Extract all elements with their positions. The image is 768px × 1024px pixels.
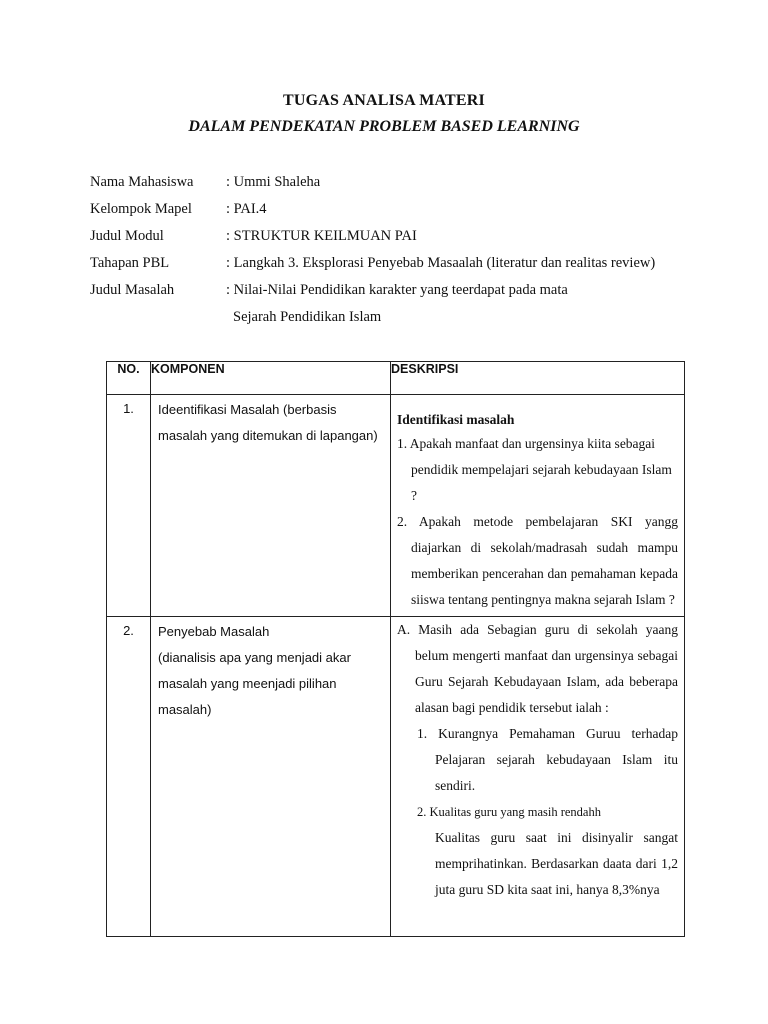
document-subtitle: DALAM PENDEKATAN PROBLEM BASED LEARNING (188, 118, 580, 135)
document-title: TUGAS ANALISA MATERI (283, 92, 485, 109)
table-row (107, 395, 685, 617)
header-no: NO. (107, 362, 151, 395)
info-row-tahapan (90, 253, 693, 280)
deskripsi-heading: Identifikasi masalah (397, 412, 515, 427)
info-value-continued: Sejarah Pendidikan Islam (233, 309, 382, 325)
row-komponen (151, 617, 391, 937)
info-label: Judul Masalah (90, 282, 175, 298)
info-value: : STRUKTUR KEILMUAN PAI (226, 228, 417, 244)
deskripsi-subpoint: 2. Kualitas guru yang masih rendahh (417, 805, 601, 819)
header-komponen: KOMPONEN (151, 362, 391, 395)
info-row-modul (90, 226, 693, 253)
row-number: 1. (107, 395, 151, 617)
header-deskripsi: DESKRIPSI (391, 362, 685, 395)
deskripsi-subpoint-text: Kualitas guru saat ini disinyalir sangat memprihatinkan. Berdasarkan daata dari 1,2 juta guru SD kita saat ini, hanya 8,3%nya (435, 830, 678, 897)
table-header-row (107, 362, 685, 395)
analysis-table (106, 361, 685, 937)
deskripsi-item: 2. Apakah metode pembelajaran SKI yangg diajarkan di sekolah/madrasah sudah mampu memberikan pencerahan dan pemahaman kepada siiswa tentang pentingnya makna sejarah Islam ? (397, 514, 678, 607)
info-label: Judul Modul (90, 228, 164, 244)
info-value: : Langkah 3. Eksplorasi Penyebab Masaalah (literatur dan realitas review) (226, 255, 656, 271)
row-komponen: Ideentifikasi Masalah (berbasis masalah yang ditemukan di lapangan) (151, 395, 391, 617)
deskripsi-point-a: A. Masih ada Sebagian guru di sekolah yaang belum mengerti manfaat dan urgensinya sebagai Guru Sejarah Kebudayaan Islam, ada beberapa alasan bagi pendidik tersebut ialah : (397, 622, 678, 715)
row-number: 2. (107, 617, 151, 937)
info-value: : Nilai-Nilai Pendidikan karakter yang teerdapat pada mata (226, 282, 568, 298)
info-row-kelompok (90, 199, 693, 226)
info-row-masalah (90, 280, 693, 307)
table-row (107, 617, 685, 937)
info-value: : Ummi Shaleha (226, 174, 321, 190)
komponen-detail: (dianalisis apa yang menjadi akar masalah yang meenjadi pilihan masalah) (158, 650, 351, 717)
info-label: Tahapan PBL (90, 255, 170, 271)
info-value: : PAI.4 (226, 201, 267, 217)
komponen-title: Penyebab Masalah (158, 624, 270, 639)
row-deskripsi (391, 395, 685, 617)
deskripsi-subpoint: 1. Kurangnya Pemahaman Guruu terhadap Pelajaran sejarah kebudayaan Islam itu sendiri. (417, 726, 678, 793)
student-info (90, 172, 693, 334)
info-row-nama (90, 172, 693, 199)
info-row-masalah-cont (90, 307, 693, 334)
info-label: Nama Mahasiswa (90, 174, 194, 190)
info-label: Kelompok Mapel (90, 201, 192, 217)
row-deskripsi (391, 617, 685, 937)
deskripsi-item: 1. Apakah manfaat dan urgensinya kiita sebagai pendidik mempelajari sejarah kebudayaan Islam ? (397, 436, 672, 503)
